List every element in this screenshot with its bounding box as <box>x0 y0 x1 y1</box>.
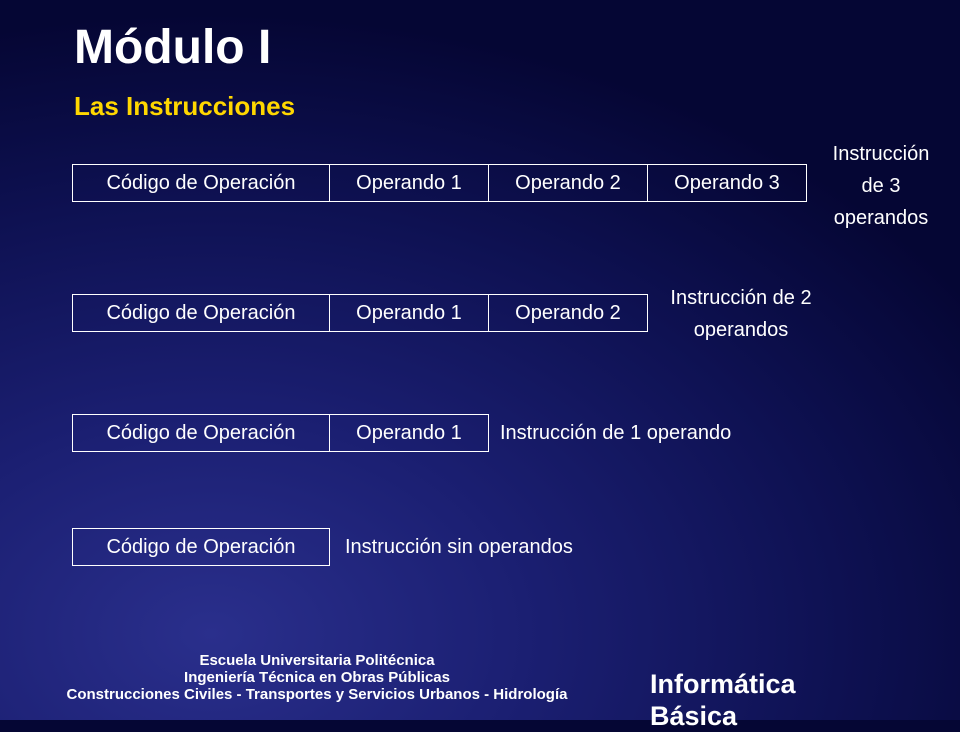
description-line: de 3 <box>861 175 901 197</box>
operand-1-cell: Operando 1 <box>330 294 489 332</box>
description-no-operands: Instrucción sin operandos <box>345 536 573 558</box>
description-three-operands <box>816 138 946 234</box>
operand-2-cell: Operando 2 <box>489 164 648 202</box>
operand-3-cell: Operando 3 <box>648 164 807 202</box>
operand-2-cell: Operando 2 <box>489 294 648 332</box>
opcode-cell: Código de Operación <box>72 414 330 452</box>
description-line: Instrucción <box>832 143 930 165</box>
description-two-operands <box>650 282 832 346</box>
format-one-operand <box>72 414 489 452</box>
format-two-operands <box>72 294 648 332</box>
format-three-operands <box>72 164 807 202</box>
opcode-cell: Código de Operación <box>72 528 330 566</box>
operand-1-cell: Operando 1 <box>330 414 489 452</box>
slide-title: Módulo I <box>74 21 272 74</box>
footer-line-school: Escuela Universitaria Politécnica <box>199 652 435 669</box>
footer-line-specialties: Construcciones Civiles - Transportes y Servicios Urbanos - Hidrología <box>66 686 568 703</box>
opcode-cell: Código de Operación <box>72 164 330 202</box>
format-no-operands <box>72 528 330 566</box>
description-line: operandos <box>693 319 789 341</box>
opcode-cell: Código de Operación <box>72 294 330 332</box>
description-line: Instrucción de 2 <box>670 287 812 309</box>
operand-1-cell: Operando 1 <box>330 164 489 202</box>
course-brand <box>650 668 850 732</box>
brand-line-1: Informática <box>650 669 796 699</box>
footer-line-degree: Ingeniería Técnica en Obras Públicas <box>184 669 450 686</box>
description-one-operand: Instrucción de 1 operando <box>500 422 732 444</box>
description-line: operandos <box>833 207 929 229</box>
footer-institution <box>0 652 634 703</box>
slide-subtitle: Las Instrucciones <box>74 91 296 121</box>
brand-line-2: Básica <box>650 701 738 731</box>
